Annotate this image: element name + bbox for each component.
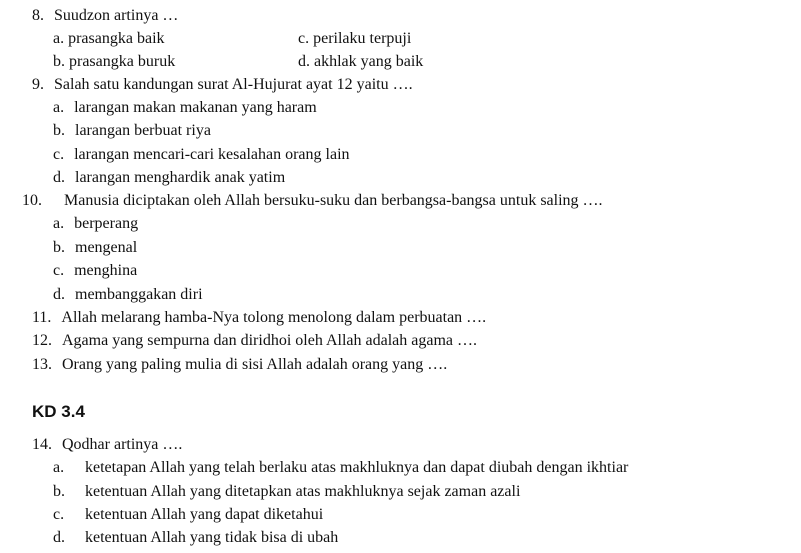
question-13 (32, 355, 447, 375)
option-text: menghina (74, 262, 138, 279)
option-letter: d. (53, 529, 65, 546)
option-letter: a. (53, 459, 65, 476)
option-text: ketentuan Allah yang ditetapkan atas makhluknya sejak zaman azali (85, 483, 521, 500)
question-14 (32, 435, 182, 455)
option-14b (53, 482, 521, 502)
option-14d (53, 528, 339, 548)
question-number: 12. (32, 332, 52, 349)
option-letter: d. (53, 169, 65, 186)
option-14a (53, 458, 629, 478)
question-text: Allah melarang hamba-Nya tolong menolong dalam perbuatan …. (61, 309, 487, 326)
option-9d (53, 168, 285, 188)
question-9 (32, 75, 413, 95)
question-12 (32, 331, 477, 351)
option-10b (53, 238, 137, 258)
option-9a (53, 98, 317, 118)
option-letter: d. (53, 286, 65, 303)
question-text: Suudzon artinya … (54, 7, 179, 24)
option-letter: b. (53, 483, 65, 500)
option-text: mengenal (75, 239, 138, 256)
option-8b: b. prasangka buruk (53, 53, 176, 70)
option-text: larangan menghardik anak yatim (75, 169, 286, 186)
section-heading: KD 3.4 (32, 402, 85, 421)
option-text: membanggakan diri (75, 286, 203, 303)
option-8d: d. akhlak yang baik (298, 53, 424, 70)
question-text: Agama yang sempurna dan diridhoi oleh Allah adalah agama …. (62, 332, 477, 349)
option-text: ketentuan Allah yang dapat diketahui (85, 506, 324, 523)
question-number: 8. (32, 7, 44, 24)
option-letter: b. (53, 122, 65, 139)
option-letter: a. (53, 99, 65, 116)
question-number: 9. (32, 76, 44, 93)
question-number: 11. (32, 309, 52, 326)
question-text: Orang yang paling mulia di sisi Allah adalah orang yang …. (62, 356, 448, 373)
option-letter: a. (53, 215, 65, 232)
option-text: ketetapan Allah yang telah berlaku atas makhluknya dan dapat diubah dengan ikhtiar (85, 459, 629, 476)
option-letter: b. (53, 239, 65, 256)
question-11 (32, 308, 486, 328)
option-letter: c. (53, 146, 65, 163)
option-10c (53, 261, 137, 281)
option-10a (53, 214, 138, 234)
question-8 (32, 6, 178, 26)
option-8c: c. perilaku terpuji (298, 30, 412, 47)
question-number: 10. (22, 192, 42, 209)
question-text: Salah satu kandungan surat Al-Hujurat ayat 12 yaitu …. (54, 76, 413, 93)
question-text: Manusia diciptakan oleh Allah bersuku-suku dan berbangsa-bangsa untuk saling …. (64, 192, 603, 209)
option-text: larangan makan makanan yang haram (74, 99, 317, 116)
question-number: 13. (32, 356, 52, 373)
option-text: ketentuan Allah yang tidak bisa di ubah (85, 529, 339, 546)
option-10d (53, 285, 203, 305)
option-text: larangan berbuat riya (75, 122, 211, 139)
question-text: Qodhar artinya …. (62, 436, 183, 453)
option-text: larangan mencari-cari kesalahan orang lain (74, 146, 350, 163)
option-letter: c. (53, 506, 65, 523)
option-text: berperang (74, 215, 139, 232)
question-number: 14. (32, 436, 52, 453)
option-letter: c. (53, 262, 65, 279)
option-9b (53, 121, 211, 141)
option-9c (53, 145, 350, 165)
option-14c (53, 505, 324, 525)
option-8a: a. prasangka baik (53, 30, 165, 47)
question-10 (22, 191, 603, 211)
